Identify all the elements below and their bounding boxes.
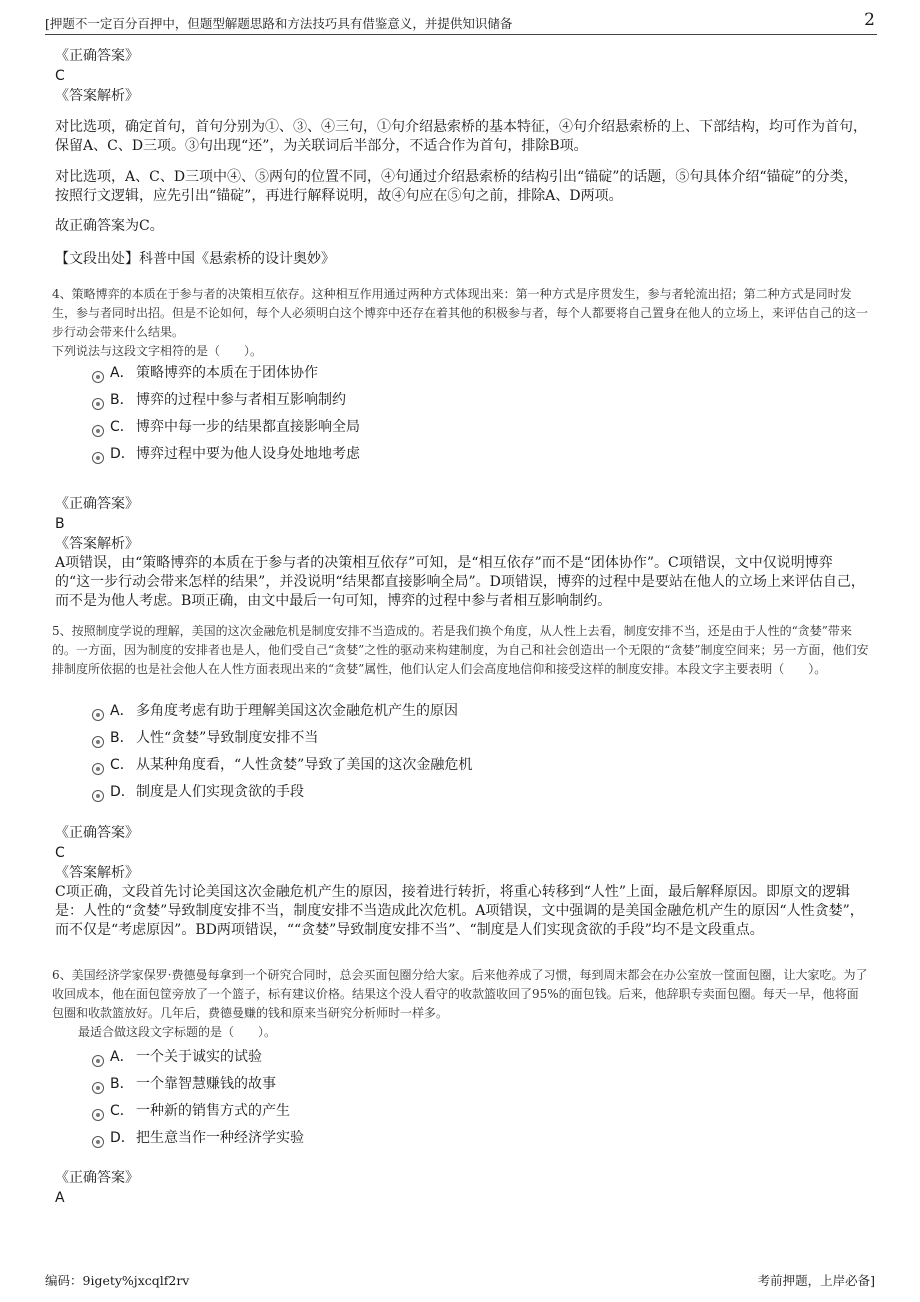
radio-icon[interactable] xyxy=(92,763,104,775)
radio-icon[interactable] xyxy=(92,736,104,748)
option-a[interactable]: A． 多角度考虑有助于理解美国这次金融危机产生的原因 xyxy=(92,698,792,725)
question-prompt: 下列说法与这段文字相符的是（ ）。 xyxy=(52,344,263,358)
option-b[interactable]: B． 博弈的过程中参与者相互影响制约 xyxy=(92,387,792,414)
section1-analysis xyxy=(55,118,867,156)
radio-icon[interactable] xyxy=(92,1136,104,1148)
analysis-paragraph: 故正确答案为C。 xyxy=(55,218,164,234)
footer-slogan: 考前押题，上岸必备] xyxy=(757,1273,875,1288)
option-d[interactable]: D． 把生意当作一种经济学实验 xyxy=(92,1125,792,1152)
correct-answer-label: 《正确答案》 xyxy=(55,496,139,512)
radio-icon[interactable] xyxy=(92,1055,104,1067)
option-d[interactable]: D． 制度是人们实现贪欲的手段 xyxy=(92,779,792,806)
radio-icon[interactable] xyxy=(92,1109,104,1121)
option-a[interactable]: A． 策略博弈的本质在于团体协作 xyxy=(92,360,792,387)
option-b[interactable]: B． 一个靠智慧赚钱的故事 xyxy=(92,1071,792,1098)
correct-answer-label: 《正确答案》 xyxy=(55,825,139,841)
radio-icon[interactable] xyxy=(92,452,104,464)
question-stem: 6、美国经济学家保罗·费德曼每拿到一个研究合同时，总会买面包圈分给大家。后来他养成了习惯，每到周末都会在办公室放一筐面包圈，让大家吃。为了收回成本，他在面包筐旁放了一个篮子，标有建议价格。结果这个没人看守的收款篮收回了95%的面包钱。后来，他辞职专卖面包圈。每天一早，他将面包圈和收款篮放好。几年后，费德曼赚的钱和原来当研究分析师时一样多。 xyxy=(52,968,868,1020)
option-c[interactable]: C． 从某种角度看，“人性贪婪”导致了美国的这次金融危机 xyxy=(92,752,792,779)
question-prompt: 最适合做这段文字标题的是（ ）。 xyxy=(78,1025,277,1039)
correct-answer: C xyxy=(55,68,65,84)
question-4-stem xyxy=(52,285,870,361)
question-6-stem xyxy=(52,966,870,1042)
option-a[interactable]: A． 一个关于诚实的试验 xyxy=(92,1044,792,1071)
radio-icon[interactable] xyxy=(92,709,104,721)
question-4-options xyxy=(92,360,792,468)
section1-conclusion xyxy=(55,217,867,236)
header-disclaimer: [押题不一定百分百押中，但题型解题思路和方法技巧具有借鉴意义，并提供知识储备 xyxy=(45,16,513,31)
question-5-answer xyxy=(55,823,867,940)
question-5-options xyxy=(92,698,792,806)
analysis-paragraph: C项正确，文段首先讨论美国这次金融危机产生的原因，接着进行转折，将重心转移到“人性”上面，最后解释原因。即原文的逻辑是：人性的“贪婪”导致制度安排不当，制度安排不当造成此次危机。A项错误，文中强调的是美国金融危机产生的原因“人性贪婪”，而不仅是“考虑原因”。BD两项错误，““贪婪”导致制度安排不当”、“制度是人们实现贪欲的手段”均不是文段重点。 xyxy=(55,884,864,938)
option-d[interactable]: D． 博弈过程中要为他人设身处地地考虑 xyxy=(92,441,792,468)
question-stem: 5、按照制度学说的理解，美国的这次金融危机是制度安排不当造成的。若是我们换个角度，从人性上去看，制度安排不当，还是由于人性的“贪婪”带来的。一方面，因为制度的安排者也是人，他们受自己“贪婪”之性的驱动来构建制度，为自己和社会创造出一个无限的“贪婪”制度空间来；另一方面，他们安排制度所依据的也是社会他人在人性方面表现出来的“贪婪”属性，他们认定人们会高度地信仰和接受这样的制度安排。本段文字主要表明（ ）。 xyxy=(52,624,869,676)
analysis-paragraph: 对比选项，确定首句，首句分别为①、③、④三句，①句介绍悬索桥的基本特征，④句介绍悬索桥的上、下部结构，均可作为首句，保留A、C、D三项。③句出现“还”，为关联词后半部分，不适合作为首句，排除B项。 xyxy=(55,119,867,154)
correct-answer: C xyxy=(55,845,65,861)
correct-answer: B xyxy=(55,516,65,532)
analysis-paragraph: 对比选项，A、C、D三项中④、⑤两句的位置不同，④句通过介绍悬索桥的结构引出“锚碇”的话题，⑤句具体介绍“锚碇”的分类，按照行文逻辑，应先引出“锚碇”，再进行解释说明，故④句应在⑤句之前，排除A、D两项。 xyxy=(55,169,858,204)
section1-analysis-2 xyxy=(55,168,867,206)
question-4-answer xyxy=(55,494,867,611)
section1-answer xyxy=(55,46,867,106)
question-5-stem xyxy=(52,622,870,679)
page-header xyxy=(45,12,877,35)
analysis-label: 《答案解析》 xyxy=(55,865,139,881)
correct-answer: A xyxy=(55,1190,65,1206)
question-stem: 4、策略博弈的本质在于参与者的决策相互依存。这种相互作用通过两种方式体现出来：第一种方式是序贯发生，参与者轮流出招；第二种方式是同时发生，参与者同时出招。但是不论如何，每个人必须明白这个博弈中还存在着其他的积极参与者，每个人都要将自己置身在他人的立场上，来评估自己的这一步行动会带来什么结果。 xyxy=(52,287,869,339)
correct-answer-label: 《正确答案》 xyxy=(55,1170,139,1186)
question-6-answer xyxy=(55,1168,867,1208)
correct-answer-label: 《正确答案》 xyxy=(55,48,139,64)
analysis-label: 《答案解析》 xyxy=(55,88,139,104)
radio-icon[interactable] xyxy=(92,398,104,410)
analysis-paragraph: A项错误，由“策略博弈的本质在于参与者的决策相互依存”可知，是“相互依存”而不是“团体协作”。C项错误，文中仅说明博弈的“这一步行动会带来怎样的结果”，并没说明“结果都直接影响全局”。D项错误，博弈的过程中是要站在他人的立场上来评估自己，而不是为他人考虑。B项正确，由文中最后一句可知，博弈的过程中参与者相互影响制约。 xyxy=(55,555,865,609)
source-citation: 【文段出处】科普中国《悬索桥的设计奥妙》 xyxy=(55,251,335,267)
page-number: 2 xyxy=(864,10,875,30)
radio-icon[interactable] xyxy=(92,425,104,437)
radio-icon[interactable] xyxy=(92,371,104,383)
analysis-label: 《答案解析》 xyxy=(55,536,139,552)
document-code: 编码：9igety%jxcqlf2rv xyxy=(45,1273,190,1288)
question-6-options xyxy=(92,1044,792,1152)
section1-source xyxy=(55,250,867,269)
radio-icon[interactable] xyxy=(92,1082,104,1094)
option-c[interactable]: C． 一种新的销售方式的产生 xyxy=(92,1098,792,1125)
option-b[interactable]: B． 人性“贪婪”导致制度安排不当 xyxy=(92,725,792,752)
radio-icon[interactable] xyxy=(92,790,104,802)
option-c[interactable]: C． 博弈中每一步的结果都直接影响全局 xyxy=(92,414,792,441)
